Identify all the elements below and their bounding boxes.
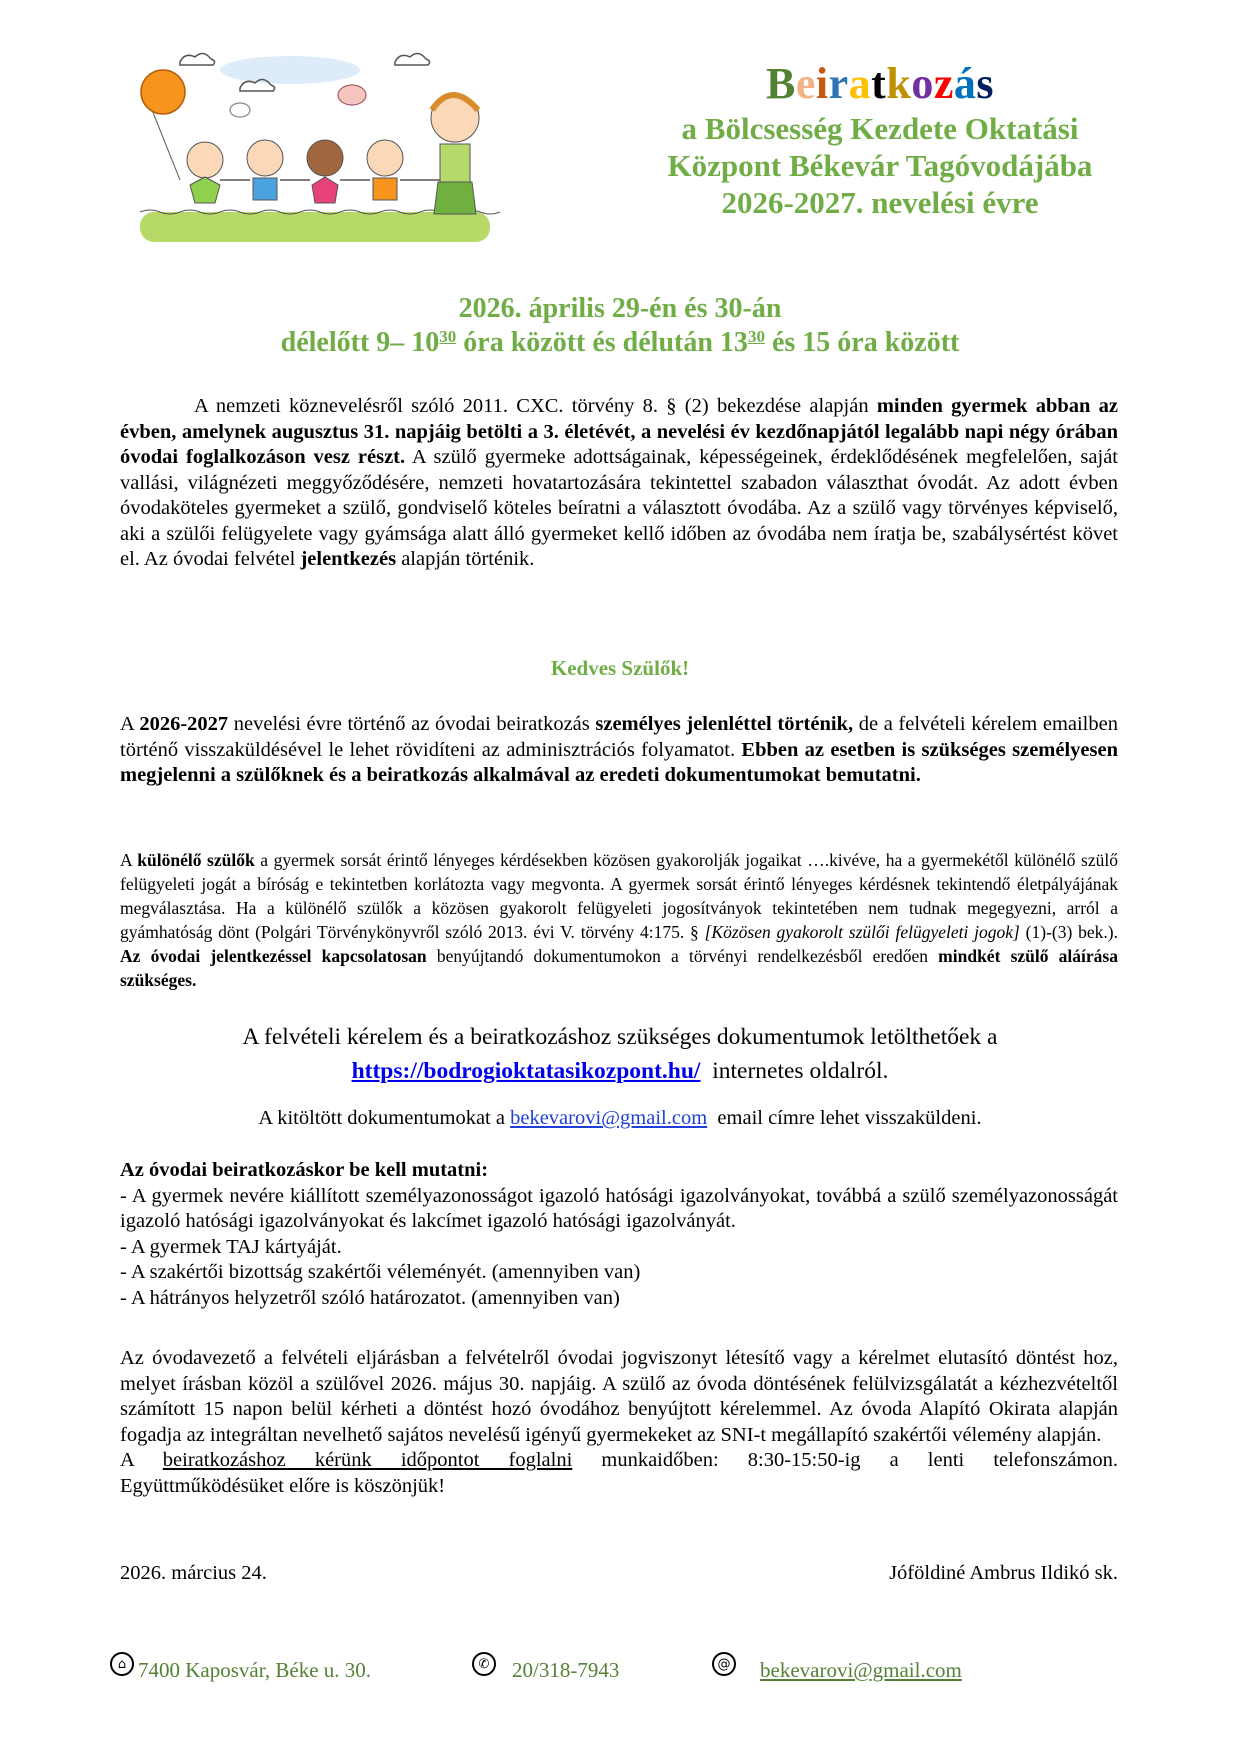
document-date: 2026. március 24. <box>120 1562 267 1584</box>
title-letter: z <box>933 59 954 108</box>
requirements-list <box>120 1158 1118 1311</box>
subtitle-line-1: a Bölcsesség Kezdete Oktatási <box>681 111 1079 146</box>
bold-text: személyes jelenléttel történik, <box>595 713 854 735</box>
phone-text: 20/318-7943 <box>512 1658 620 1682</box>
italic-text: [Közösen gyakorolt szülői felügyeleti jogok] <box>704 922 1020 942</box>
underlined-text: beiratkozáshoz kérünk időpontot foglalni <box>162 1449 573 1471</box>
footer-email-link[interactable]: bekevarovi@gmail.com <box>760 1658 962 1682</box>
list-item: - A szakértői bizottság szakértői véleményét. (amennyiben van) <box>120 1261 641 1283</box>
separated-parents-paragraph <box>120 848 1118 992</box>
bold-text: 2026-2027 <box>139 713 229 735</box>
requirements-heading: Az óvodai beiratkozáskor be kell mutatni: <box>120 1159 489 1181</box>
home-icon: ⌂ <box>110 1652 134 1676</box>
title-letter: i <box>815 59 829 108</box>
butterfly <box>338 85 366 105</box>
appointment-line <box>120 1448 1118 1474</box>
website-link[interactable]: https://bodrogioktatasikozpont.hu/ <box>351 1058 701 1084</box>
title-block <box>600 58 1160 221</box>
at-icon: @ <box>712 1652 736 1676</box>
text: alapján történik. <box>396 548 535 570</box>
decision-paragraph <box>120 1346 1118 1499</box>
footer-phone <box>472 1652 619 1683</box>
subtitle-line-2: Központ Békevár Tagóvodájába <box>667 148 1093 183</box>
text: de a felvételi kérelem emailben történő visszaküldésével le lehet rövidíteni az adminisztrációs folyamatot. <box>120 713 1118 761</box>
text: email címre lehet visszaküldeni. <box>707 1107 982 1129</box>
balloon <box>141 70 185 114</box>
bold-text: mindkét szülő aláírása szükséges. <box>120 946 1118 990</box>
signer-name: Jóföldiné Ambrus Ildikó sk. <box>889 1562 1118 1584</box>
text: A <box>120 850 138 870</box>
title-letter: a <box>848 59 872 108</box>
title-letter: r <box>828 59 849 108</box>
phone-icon: ✆ <box>472 1652 496 1676</box>
title-letter: e <box>795 59 816 108</box>
bold-text: minden gyermek abban az évben, amelynek augusztus 31. napjáig betölti a 3. életévét, a nevelési év kezdőnapjától legalább napi négy órában óvodai foglalkozáson vesz részt. <box>120 395 1119 468</box>
cloud-icon <box>180 53 215 65</box>
children-teacher-illustration <box>140 40 510 250</box>
law-paragraph <box>120 394 1118 573</box>
time-mid: óra között és délután 13 <box>456 327 748 358</box>
title-letter: á <box>953 59 977 108</box>
text: A <box>120 713 140 735</box>
bold-text: Az óvodai jelentkezéssel kapcsolatosan <box>120 946 427 966</box>
page-title <box>600 58 1160 110</box>
bold-text: különélő szülők <box>137 850 255 870</box>
time-morning: délelőtt 9– 10 <box>280 327 440 358</box>
footer-address <box>110 1652 371 1683</box>
bold-text: jelentkezés <box>300 548 397 570</box>
signature-row <box>120 1562 1118 1585</box>
footer-contact <box>110 1652 1120 1692</box>
text: A <box>120 1449 163 1471</box>
text: munkaidőben: 8:30-15:50-ig a lenti telefonszámon. <box>572 1449 1118 1471</box>
enrollment-paragraph <box>120 712 1118 789</box>
title-letter: B <box>766 59 796 108</box>
text: A nemzeti köznevelésről szóló 2011. CXC. törvény 8. § (2) bekezdése alapján <box>194 395 877 417</box>
teacher-figure <box>431 94 479 214</box>
greeting: Kedves Szülők! <box>550 656 690 680</box>
footer-email <box>712 1652 962 1683</box>
list-item: - A hátrányos helyzetről szóló határozatot. (amennyiben van) <box>120 1286 620 1309</box>
text: A szülő gyermeke adottságainak, képességeinek, érdeklődésének megfelelően, saját vallási, világnézeti meggyőződésére, nemzeti hovatartozására tekintettel szabadon választhat óvodát. Az adott évben óvodaköteles gyermeket a szülő, gondviselő köteles beíratni a választott óvodába. Az a szülő vagy törvényes képviselő, aki a szülői felügyelete vagy gyámsága alatt álló gyermeket kellő időben az óvodába nem íratja be, szabálysértést követ el. Az óvodai felvétel <box>120 446 1118 570</box>
download-info <box>120 1020 1120 1088</box>
time-afternoon: és 15 óra között <box>764 327 960 358</box>
address-text: 7400 Kaposvár, Béke u. 30. <box>138 1658 372 1682</box>
title-letter: t <box>871 59 887 108</box>
date-line: 2026. április 29-én és 30-án <box>458 293 782 324</box>
title-letter: k <box>886 59 912 108</box>
list-item: - A gyermek TAJ kártyáját. <box>120 1235 342 1258</box>
title-letter: o <box>911 59 934 108</box>
time-sup: 30 <box>747 327 765 346</box>
time-sup: 30 <box>439 327 457 346</box>
enrollment-dates <box>120 292 1120 360</box>
subtitle-line-3: 2026-2027. nevelési évre <box>721 185 1039 220</box>
download-text: A felvételi kérelem és a beiratkozáshoz szükséges dokumentumok letölthetőek a <box>242 1024 998 1050</box>
text: nevelési évre történő az óvodai beiratkozás <box>228 713 596 735</box>
text: (1)-(3) bek.). <box>1019 922 1118 942</box>
email-link[interactable]: bekevarovi@gmail.com <box>510 1107 708 1129</box>
title-letter: s <box>976 59 994 108</box>
text: Az óvodavezető a felvételi eljárásban a felvételről óvodai jogviszonyt létesítő vagy a kérelmet elutasító döntést hoz, melyet írásban közöl a szülővel 2026. május 30. napjáig. A szülő az óvoda döntésének felülvizsgálatát a kézhezvételtől számított 15 napon belül kérheti a döntést hozó óvodához benyújtott kérelemmel. Az óvoda Alapító Okirata alapján fogadja az integráltan nevelhető sajátos nevelésű igényű gyermekeket az SNI-t megállapító szakértői vélemény alapján. <box>120 1347 1118 1446</box>
time-line <box>120 326 1120 360</box>
text: a gyermek sorsát érintő lényeges kérdésekben közösen gyakorolják jogaikat ….kivéve, ha a gyermekétől különélő szülő felügyeleti jogát a bíróság e tekintetben korlátozta vagy megvonta. A gyermek sorsát érintő lényeges kérdésnek tekintendő életpályájának megválasztása. Ha a különélő szülők a közösen gyakorolt felügyeleti jogosítványok tekintetében nem tudnak megegyezni, arról a gyámhatóság dönt (Polgári Törvénykönyvről szóló 2013. évi V. törvény 4:175. § <box>120 850 1118 942</box>
text: benyújtandó dokumentumokon a törvényi rendelkezésből eredően <box>426 946 939 966</box>
bold-text: Ebben az esetben is szükséges személyesen megjelenni a szülőknek és a beiratkozás alkalmával az eredeti dokumentumokat bemutatni. <box>120 738 1118 786</box>
download-suffix: internetes oldalról. <box>700 1058 889 1084</box>
text: A kitöltött dokumentumokat a <box>258 1107 511 1129</box>
thanks-text: Együttműködésüket előre is köszönjük! <box>120 1474 446 1497</box>
list-item: - A gyermek nevére kiállított személyazonosságot igazoló hatósági igazolványokat, továbbá a szülő személyazonosságát igazoló hatósági igazolványokat és lakcímet igazoló hatósági igazolványát. <box>120 1184 1118 1232</box>
child-figure <box>187 142 223 203</box>
return-info <box>120 1107 1120 1130</box>
